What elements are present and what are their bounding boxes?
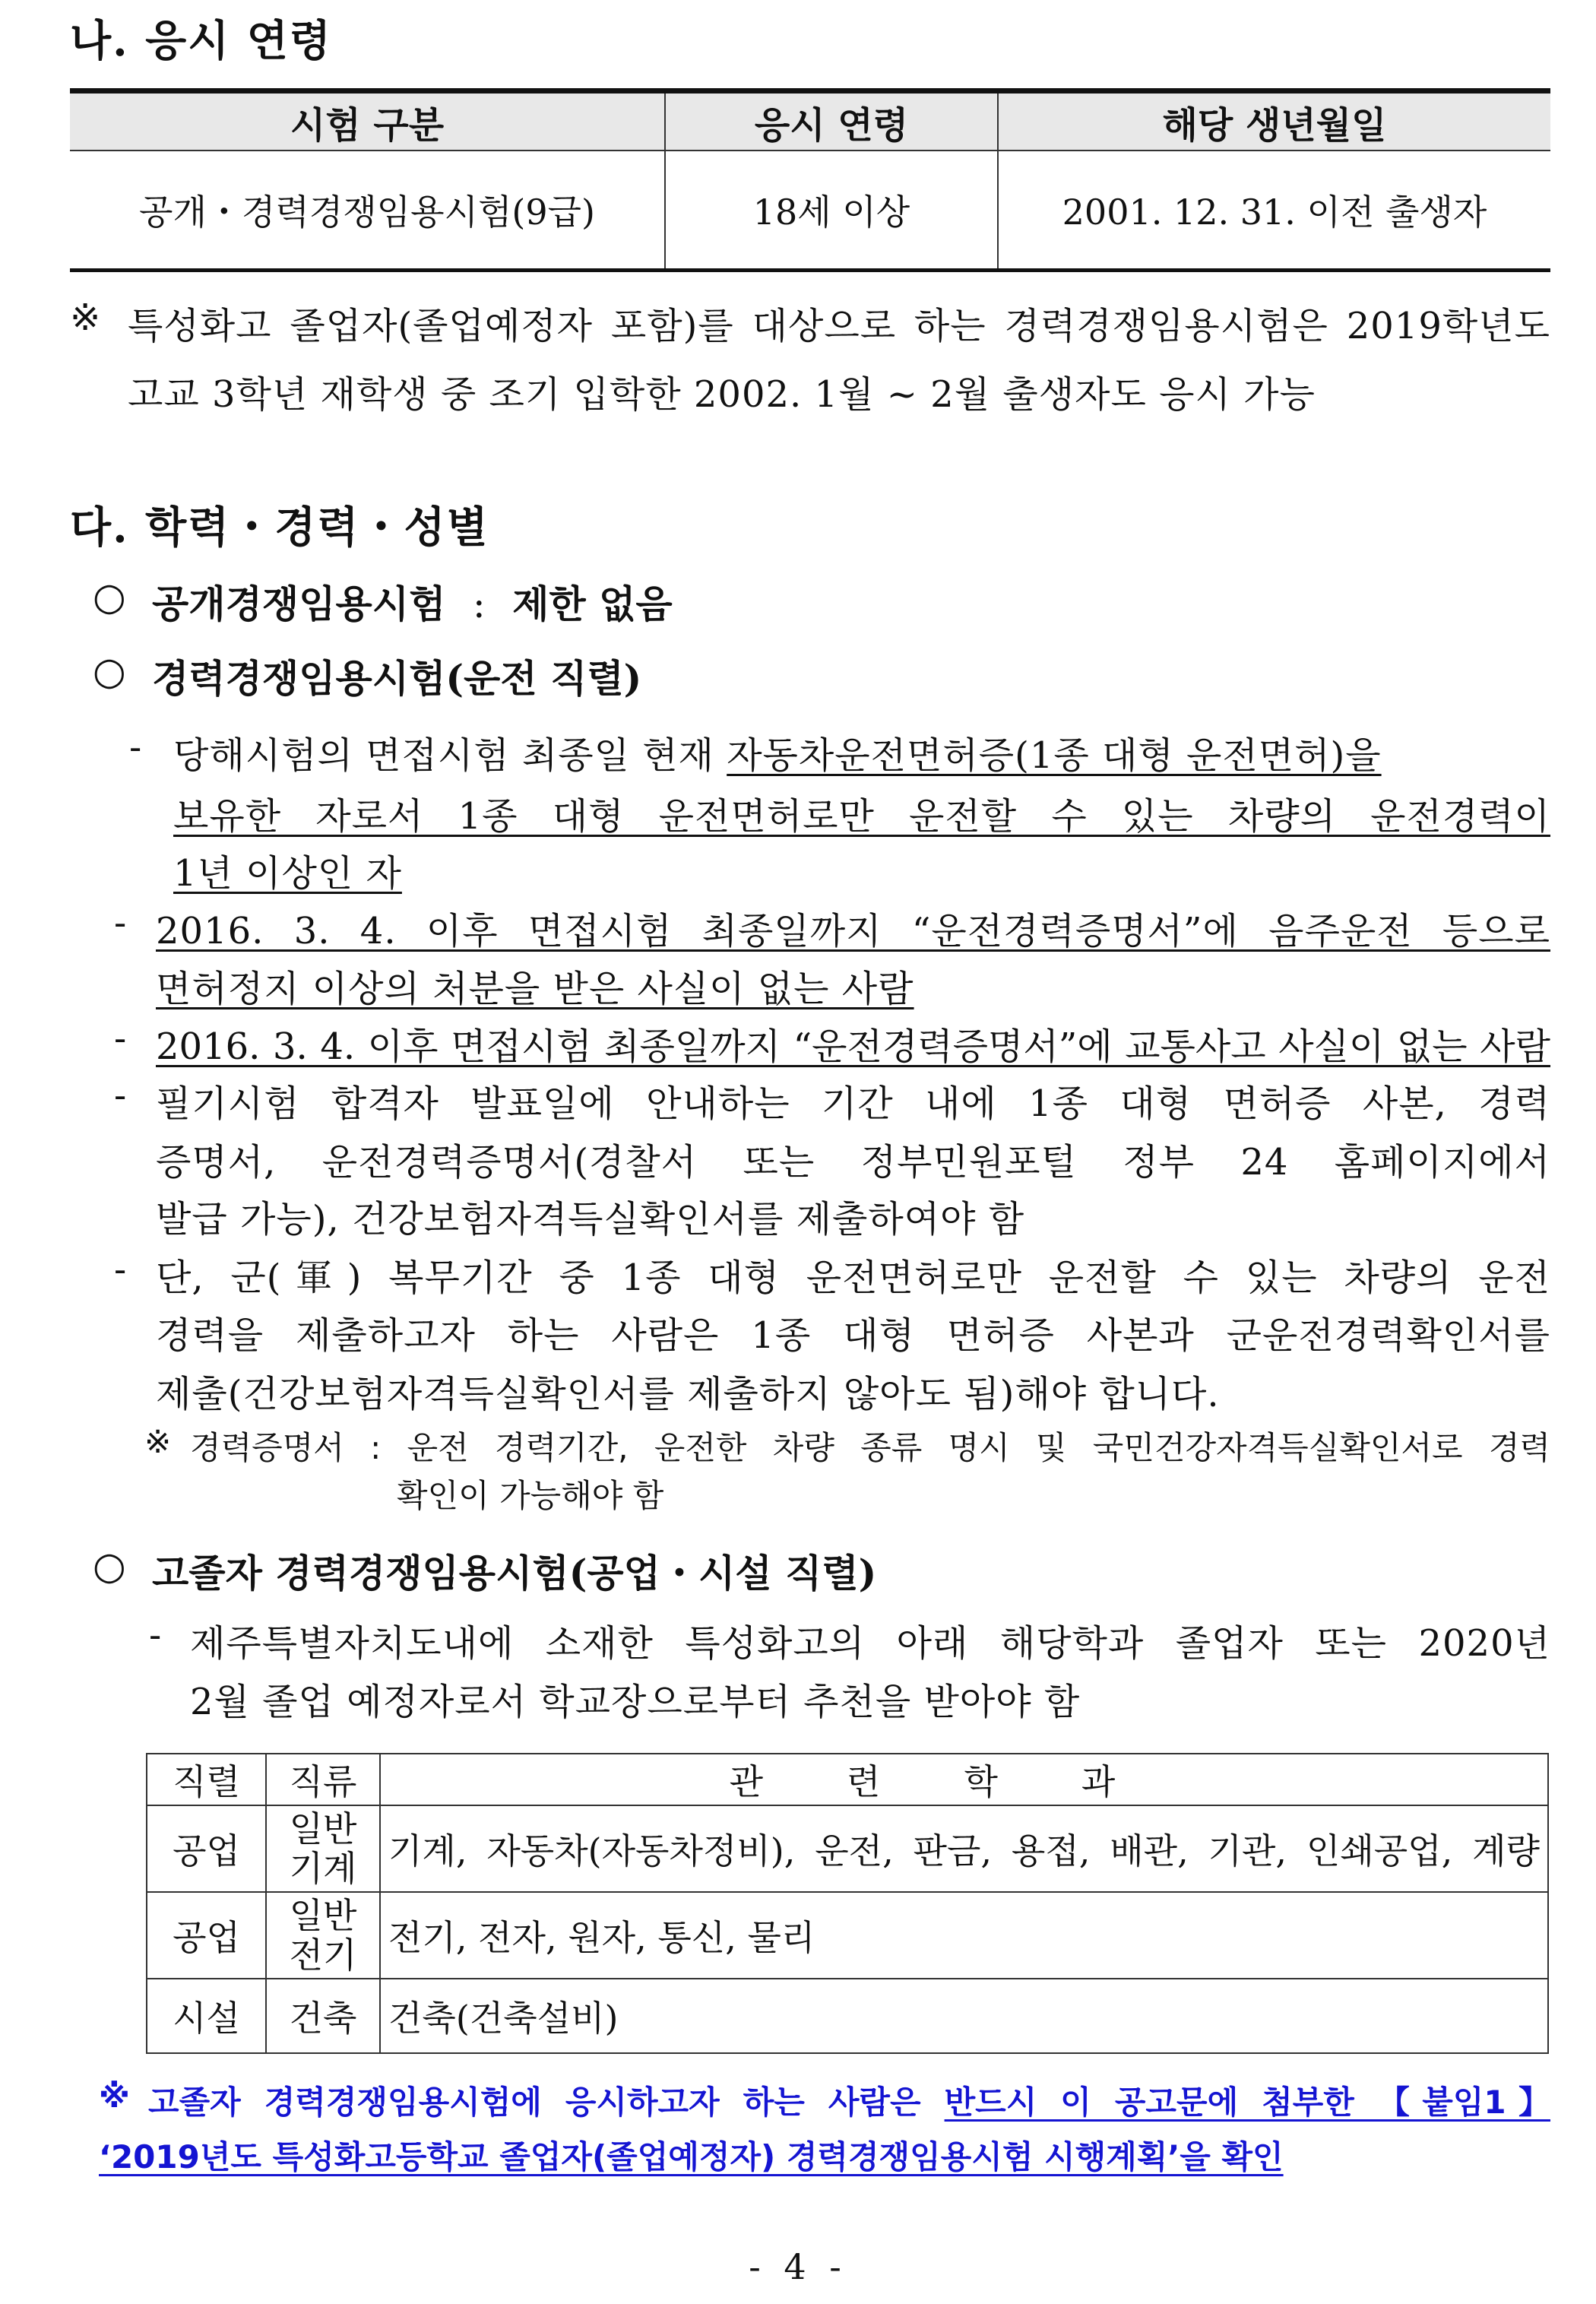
career-item-text: 당해시험의 면접시험 최종일 현재 [173, 734, 727, 777]
class-line: 일반 [289, 1895, 357, 1936]
table-header: 직렬 [147, 1754, 266, 1805]
career-item-underlined: 2016. 3. 4. 이후 면접시험 최종일까지 “운전경력증명서”에 음주운전 등으로 [156, 910, 1550, 952]
final-note-underlined: 반드시 이 공고문에 첨부한 【붙임1】 [944, 2084, 1550, 2121]
note-mark: ※ [70, 296, 102, 339]
dash-mark: - [149, 1614, 163, 1656]
career-exam-title: 경력경쟁임용시험(운전 직렬) [152, 656, 642, 701]
table-cell: 시설 [147, 1979, 266, 2053]
table-header-row [147, 1754, 1548, 1805]
career-item-line: 경력을 제출하고자 하는 사람은 1종 대형 면허증 사본과 군운전경력확인서를 [156, 1314, 1550, 1357]
department-table [146, 1753, 1549, 2054]
bullet-circle-icon: ○ [93, 574, 126, 619]
table-header: 관련학과 [380, 1754, 1548, 1805]
age-note-line: 고교 3학년 재학생 중 조기 입학한 2002. 1월 ~ 2월 출생자도 응시 가능 [128, 373, 1316, 416]
table-cell [266, 1805, 380, 1892]
career-note-line: 확인이 가능해야 함 [397, 1477, 664, 1514]
career-item-line: 제출(건강보험자격득실확인서를 제출하지 않아도 됨)해야 합니다. [156, 1373, 1220, 1415]
table-row [147, 1892, 1548, 1979]
table-row [147, 1805, 1548, 1892]
table-header-row [70, 91, 1550, 151]
dash-mark: - [114, 1248, 128, 1291]
table-cell: 2001. 12. 31. 이전 출생자 [998, 151, 1550, 271]
table-cell: 18세 이상 [665, 151, 998, 271]
bullet-circle-icon: ○ [93, 1543, 126, 1588]
table-cell: 건축(건축설비) [380, 1979, 1548, 2053]
class-line: 건축 [289, 1998, 357, 2039]
table-header: 응시 연령 [665, 91, 998, 151]
final-note-line [148, 2077, 1550, 2123]
table-header: 해당 생년월일 [998, 91, 1550, 151]
table-cell [266, 1979, 380, 2053]
career-item-line: 증명서, 운전경력증명서(경찰서 또는 정부민원포털 정부 24 홈페이지에서 [156, 1141, 1550, 1184]
table-cell: 공개・경력경쟁임용시험(9급) [70, 151, 665, 271]
open-exam-label [152, 574, 673, 629]
final-note-text: 고졸자 경력경쟁임용시험에 응시하고자 하는 사람은 [148, 2084, 945, 2121]
career-item-underlined: 보유한 자로서 1종 대형 운전면허로만 운전할 수 있는 차량의 운전경력이 [173, 795, 1550, 838]
table-header: 직류 [266, 1754, 380, 1805]
highschool-item-line: 제주특별자치도내에 소재한 특성화고의 아래 해당학과 졸업자 또는 2020년 [190, 1622, 1550, 1665]
highschool-item-line: 2월 졸업 예정자로서 학교장으로부터 추천을 받아야 함 [190, 1681, 1081, 1723]
table-cell: 공업 [147, 1892, 266, 1979]
dash-mark: - [114, 1017, 128, 1060]
career-item-underlined: 2016. 3. 4. 이후 면접시험 최종일까지 “운전경력증명서”에 교통사고 사실이 없는 사람 [156, 1025, 1550, 1068]
table-cell: 기계, 자동차(자동차정비), 운전, 판금, 용접, 배관, 기관, 인쇄공업, 계량 [380, 1805, 1548, 1892]
career-item-line [173, 726, 1550, 778]
career-item-line: 필기시험 합격자 발표일에 안내하는 기간 내에 1종 대형 면허증 사본, 경력 [156, 1082, 1550, 1125]
open-exam-value: 제한 없음 [512, 582, 673, 626]
note-mark: ※ [144, 1423, 172, 1460]
dash-mark: - [114, 902, 128, 944]
table-row [147, 1979, 1548, 2053]
table-cell: 공업 [147, 1805, 266, 1892]
final-note-underlined: ‘2019년도 특성화고등학교 졸업자(졸업예정자) 경력경쟁임용시험 시행계획’을 확인 [99, 2138, 1284, 2176]
note-mark: ※ [99, 2077, 130, 2115]
highschool-exam-title: 고졸자 경력경쟁임용시험(공업・시설 직렬) [152, 1551, 877, 1596]
career-note-line: 경력증명서 : 운전 경력기간, 운전한 차량 종류 명시 및 국민건강자격득실확인서로 경력 [190, 1429, 1550, 1466]
page-number: - 4 - [749, 2246, 847, 2287]
dash-mark: - [129, 726, 143, 769]
class-line: 기계 [289, 1848, 357, 1889]
open-exam-colon: : [472, 582, 486, 626]
career-item-underlined: 자동차운전면허증(1종 대형 운전면허)을 [727, 734, 1382, 777]
dash-mark: - [114, 1074, 128, 1117]
section-title-age: 나. 응시 연령 [70, 16, 332, 66]
career-item-line: 단, 군(軍) 복무기간 중 1종 대형 운전면허로만 운전할 수 있는 차량의 운전 [156, 1257, 1550, 1299]
section-title-education: 다. 학력・경력・성별 [70, 502, 489, 553]
age-note-line: 특성화고 졸업자(졸업예정자 포함)를 대상으로 하는 경력경쟁임용시험은 2019학년도 [128, 305, 1550, 347]
career-item-underlined: 면허정지 이상의 처분을 받은 사실이 없는 사람 [156, 968, 914, 1010]
career-item-line: 발급 가능), 건강보험자격득실확인서를 제출하여야 함 [156, 1198, 1025, 1241]
table-row [70, 151, 1550, 271]
class-line: 전기 [289, 1935, 357, 1976]
age-table [70, 88, 1550, 272]
class-line: 일반 [289, 1808, 357, 1849]
open-exam-name: 공개경쟁임용시험 [152, 582, 446, 626]
bullet-circle-icon: ○ [93, 648, 126, 693]
table-cell [266, 1892, 380, 1979]
table-header: 시험 구분 [70, 91, 665, 151]
table-cell: 전기, 전자, 원자, 통신, 물리 [380, 1892, 1548, 1979]
career-item-underlined: 1년 이상인 자 [173, 852, 402, 895]
